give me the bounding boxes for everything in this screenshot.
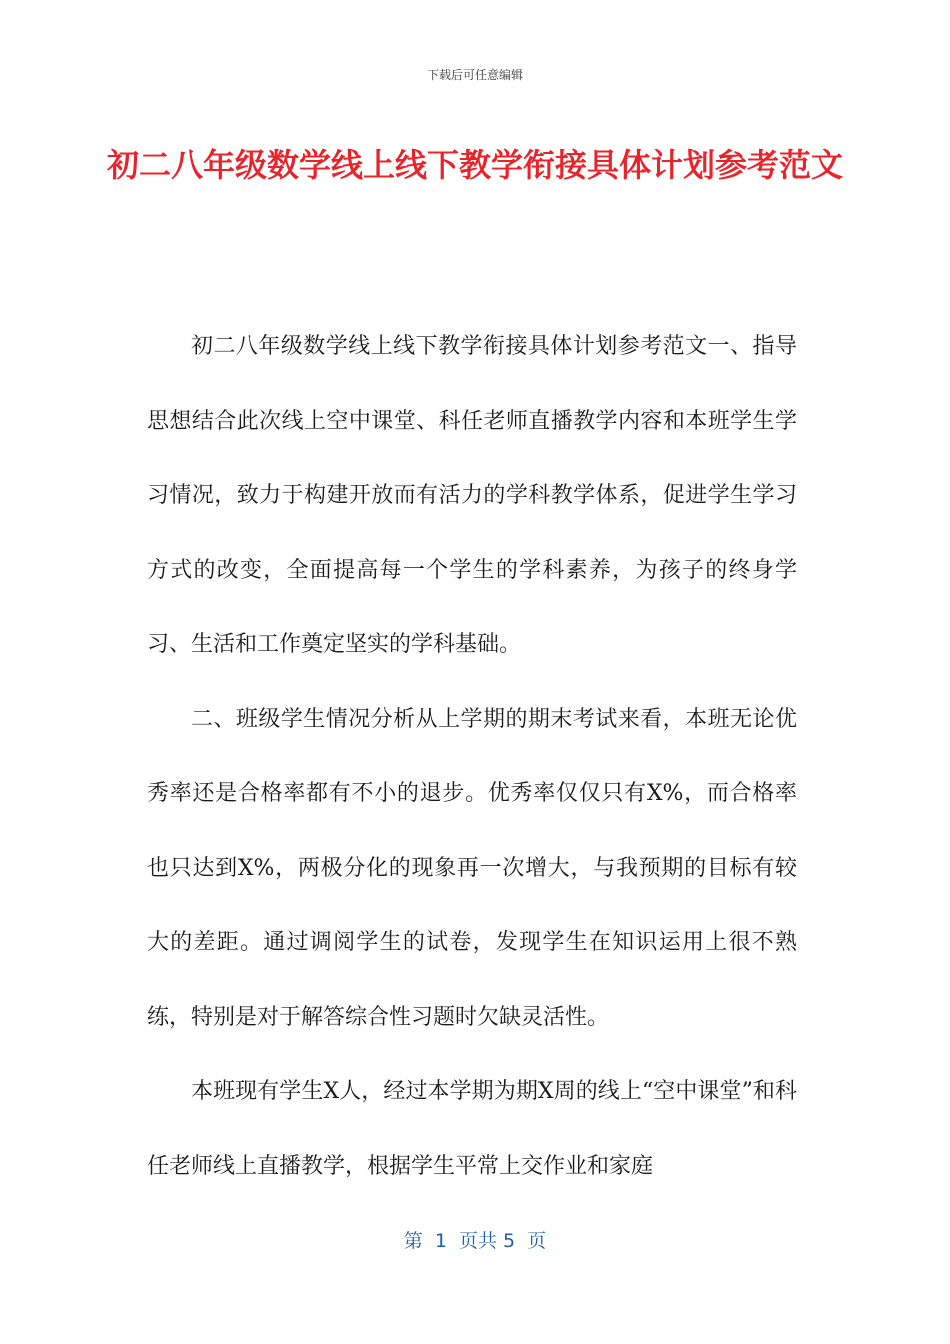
paragraph: 本班现有学生X人，经过本学期为期X周的线上“空中课堂”和科任老师线上直播教学，根据学生平常上交作业和家庭 xyxy=(147,1079,797,1179)
document-title: 初二八年级数学线上线下教学衔接具体计划参考范文 xyxy=(106,146,843,184)
header-note: 下载后可任意编辑 xyxy=(426,68,523,82)
paragraph: 初二八年级数学线上线下教学衔接具体计划参考范文一、指导思想结合此次线上空中课堂、科任老师直播教学内容和本班学生学习情况，致力于构建开放而有活力的学科教学体系，促进学生学习方式的改变，全面提高每一个学生的学科素养，为孩子的终身学习、生活和工作奠定坚实的学科基础。 xyxy=(147,334,797,657)
document-body xyxy=(147,310,797,1204)
page-number-footer: 第 1 页共 5 页 xyxy=(403,1230,547,1252)
paragraph: 二、班级学生情况分析从上学期的期末考试来看，本班无论优秀率还是合格率都有不小的退步。优秀率仅仅只有X%，而合格率也只达到X%，两极分化的现象再一次增大，与我预期的目标有较大的差距。通过调阅学生的试卷，发现学生在知识运用上很不熟练，特别是对于解答综合性习题时欠缺灵活性。 xyxy=(147,706,797,1030)
